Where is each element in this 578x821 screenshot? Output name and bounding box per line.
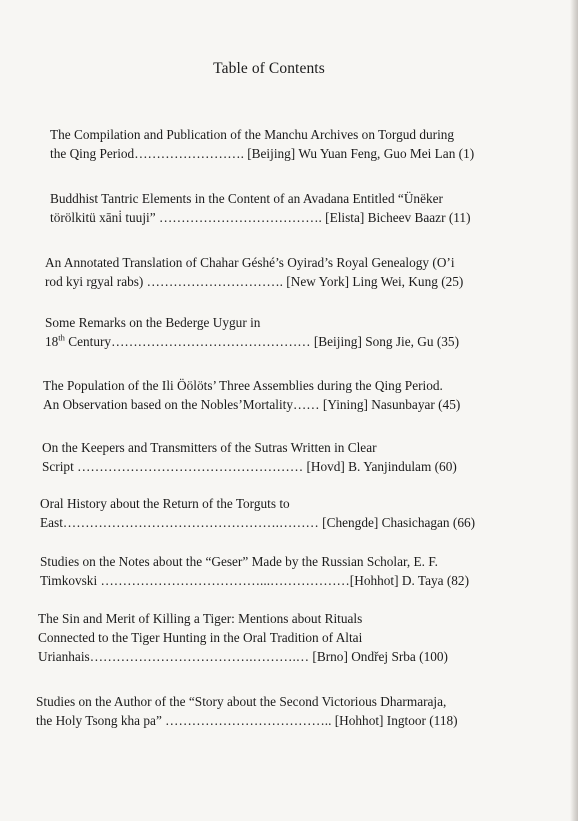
entry-title: The Compilation and Publication of the Manchu Archives on Torgud during (50, 127, 455, 142)
entry-leader-line: the Qing Period……………………. [Beijing] Wu Yuan Feng, Guo Mei Lan (1) (50, 146, 475, 161)
entry-title: The Population of the Ili Öölöts’ Three Assemblies during the Qing Period. (43, 378, 443, 393)
entry-leader-line: rod kyi rgyal rabs) …………………………. [New York] Ling Wei, Kung (25) (45, 274, 464, 289)
entry-title: On the Keepers and Transmitters of the Sutras Written in Clear (42, 440, 377, 455)
entry-leader-line: East………………………………………….……… [Chengde] Chasichagan (66) (40, 515, 476, 530)
ordinal-suffix: th (58, 332, 65, 343)
toc-entry-3 (45, 253, 463, 291)
entry-leader-line: the Holy Tsong kha pa” ……………………………….. [Hohhot] Ingtoor (118) (36, 713, 458, 728)
toc-entry-10 (36, 692, 458, 730)
entry-leader-line (45, 332, 459, 351)
toc-entry-7 (40, 494, 475, 532)
entry-title: Buddhist Tantric Elements in the Content of an Avadana Entitled “Ünëker (50, 191, 443, 206)
entry-title: The Sin and Merit of Killing a Tiger: Mentions about Rituals (38, 611, 363, 626)
entry-title: Studies on the Notes about the “Geser” Made by the Russian Scholar, E. F. (40, 554, 438, 569)
entry-title-continued: Connected to the Tiger Hunting in the Oral Tradition of Altai (38, 630, 363, 645)
entry-title: Studies on the Author of the “Story about the Second Victorious Dharmaraja, (36, 694, 447, 709)
entry-leader-line: Urianhais……………………………….……….… [Brno] Ondřej Srba (100) (38, 649, 448, 664)
entry-leader-text: Century……………………………………… [Beijing] Song Jie, Gu (35) (64, 334, 460, 349)
toc-entry-1 (50, 125, 474, 163)
entry-title: Oral History about the Return of the Torguts to (40, 496, 290, 511)
entry-title: Some Remarks on the Bederge Uygur in (45, 315, 261, 330)
century-number: 18 (45, 334, 59, 349)
toc-entry-5 (43, 376, 460, 414)
entry-leader-line: An Observation based on the Nobles’Mortality…… [Yining] Nasunbayar (45) (43, 397, 461, 412)
page-edge-shadow (570, 0, 578, 821)
page-title: Table of Contents (213, 60, 325, 77)
toc-entry-2 (50, 189, 471, 227)
toc-entry-6 (42, 438, 457, 476)
entry-leader-line: törölkitü xāni̇ tuuji” ………………………………. [Elista] Bicheev Baazr (11) (50, 210, 471, 225)
entry-leader-line: Script …………………………………………… [Hovd] B. Yanjindulam (60) (42, 459, 457, 474)
toc-entry-4 (45, 313, 459, 351)
entry-title: An Annotated Translation of Chahar Géshé’s Oyirad’s Royal Genealogy (O’i (45, 255, 455, 270)
entry-leader-line: Timkovski ………………………………...………………[Hohhot] D. Taya (82) (40, 573, 469, 588)
toc-entry-9 (38, 609, 448, 666)
toc-entry-8 (40, 552, 469, 590)
